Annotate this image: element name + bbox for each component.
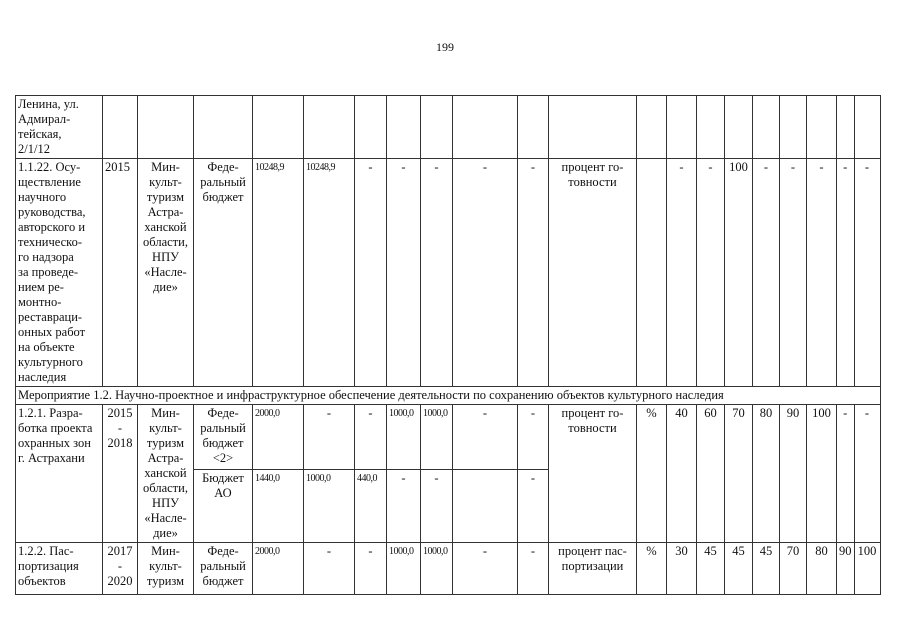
cell-value: - [421,470,453,543]
cell-name: Ленина, ул. Адмирал- тейская, 2/1/12 [16,96,103,159]
cell-value: - [453,159,518,387]
cell-empty [253,96,304,159]
cell-target: 30 [667,543,697,595]
cell-value: - [355,159,387,387]
cell-empty [753,96,780,159]
cell-empty [549,96,637,159]
page-number: 199 [436,40,454,54]
cell-empty [304,96,355,159]
cell-empty [387,96,421,159]
cell-empty [725,96,753,159]
cell-empty [194,96,253,159]
cell-empty [355,96,387,159]
cell-year: 2017 - 2020 [103,543,138,595]
cell-value: - [518,405,549,470]
cell-target: - [854,159,880,387]
cell-target: 100 [725,159,753,387]
cell-name: 1.1.22. Осу- ществление научного руководства, авторского и техническо- го надзора за проведе- нием ре- монтно- реставраци- онных работ на объекте культурного наследия [16,159,103,387]
cell-empty [637,96,667,159]
event-row [16,387,881,405]
cell-value: - [355,543,387,595]
cell-indicator: процент го- товности [549,405,637,543]
cell-value: - [453,543,518,595]
cell-unit: % [637,405,667,543]
cell-target: 80 [807,543,837,595]
cell-empty [807,96,837,159]
cell-year: 2015 [103,159,138,387]
cell-value: 1000,0 [304,470,355,543]
cell-value: - [387,159,421,387]
cell-name: 1.2.1. Разра- ботка проекта охранных зон г. Астрахани [16,405,103,543]
cell-value: 1000,0 [421,543,453,595]
cell-target: - [854,405,880,543]
cell-target: - [837,405,855,543]
cell-target: 90 [780,405,807,543]
cell-target: 90 [837,543,855,595]
cell-value: - [453,405,518,470]
cell-target: 45 [697,543,725,595]
cell-executor: Мин- культ- туризм Астра- ханской области, НПУ «Насле- дие» [138,405,194,543]
cell-target: 100 [854,543,880,595]
cell-executor: Мин- культ- туризм [138,543,194,595]
cell-value: 2000,0 [253,405,304,470]
cell-target: 40 [667,405,697,543]
table-row [16,96,881,159]
table-row [16,159,881,387]
cell-target: - [753,159,780,387]
cell-value: 2000,0 [253,543,304,595]
cell-value: - [518,543,549,595]
cell-value: 10248,9 [253,159,304,387]
cell-indicator: процент го- товности [549,159,637,387]
cell-value: - [304,543,355,595]
cell-value: 1000,0 [387,543,421,595]
cell-target: - [780,159,807,387]
cell-target: - [697,159,725,387]
cell-target: 70 [780,543,807,595]
program-table [15,95,881,595]
cell-unit [637,159,667,387]
cell-empty [697,96,725,159]
cell-empty [103,96,138,159]
cell-empty [138,96,194,159]
cell-empty [518,96,549,159]
cell-executor: Мин- культ- туризм Астра- ханской области, НПУ «Насле- дие» [138,159,194,387]
cell-value: - [421,159,453,387]
cell-target: - [667,159,697,387]
cell-value: 1440,0 [253,470,304,543]
cell-source: Феде- ральный бюджет [194,543,253,595]
cell-target: 45 [725,543,753,595]
cell-value: - [387,470,421,543]
cell-value: - [518,159,549,387]
event-title: Мероприятие 1.2. Научно-проектное и инфраструктурное обеспечение деятельности по сохранению объектов культурного наследия [16,387,881,405]
cell-unit: % [637,543,667,595]
cell-empty [780,96,807,159]
cell-year: 2015 - 2018 [103,405,138,543]
cell-empty [453,96,518,159]
cell-target: 60 [697,405,725,543]
table-row [16,543,881,595]
cell-value: - [518,470,549,543]
cell-value [453,470,518,543]
cell-target: 80 [753,405,780,543]
cell-name: 1.2.2. Пас- портизация объектов [16,543,103,595]
cell-empty [854,96,880,159]
cell-empty [667,96,697,159]
cell-target: 45 [753,543,780,595]
cell-source: Бюджет АО [194,470,253,543]
cell-empty [421,96,453,159]
cell-target: 70 [725,405,753,543]
cell-value: 1000,0 [421,405,453,470]
cell-value: - [304,405,355,470]
cell-value: - [355,405,387,470]
cell-value: 440,0 [355,470,387,543]
cell-source: Феде- ральный бюджет [194,159,253,387]
cell-indicator: процент пас- портизации [549,543,637,595]
cell-empty [837,96,855,159]
cell-value: 1000,0 [387,405,421,470]
cell-value: 10248,9 [304,159,355,387]
table-row [16,405,881,470]
cell-target: - [807,159,837,387]
cell-target: 100 [807,405,837,543]
cell-target: - [837,159,855,387]
cell-source: Феде- ральный бюджет <2> [194,405,253,470]
